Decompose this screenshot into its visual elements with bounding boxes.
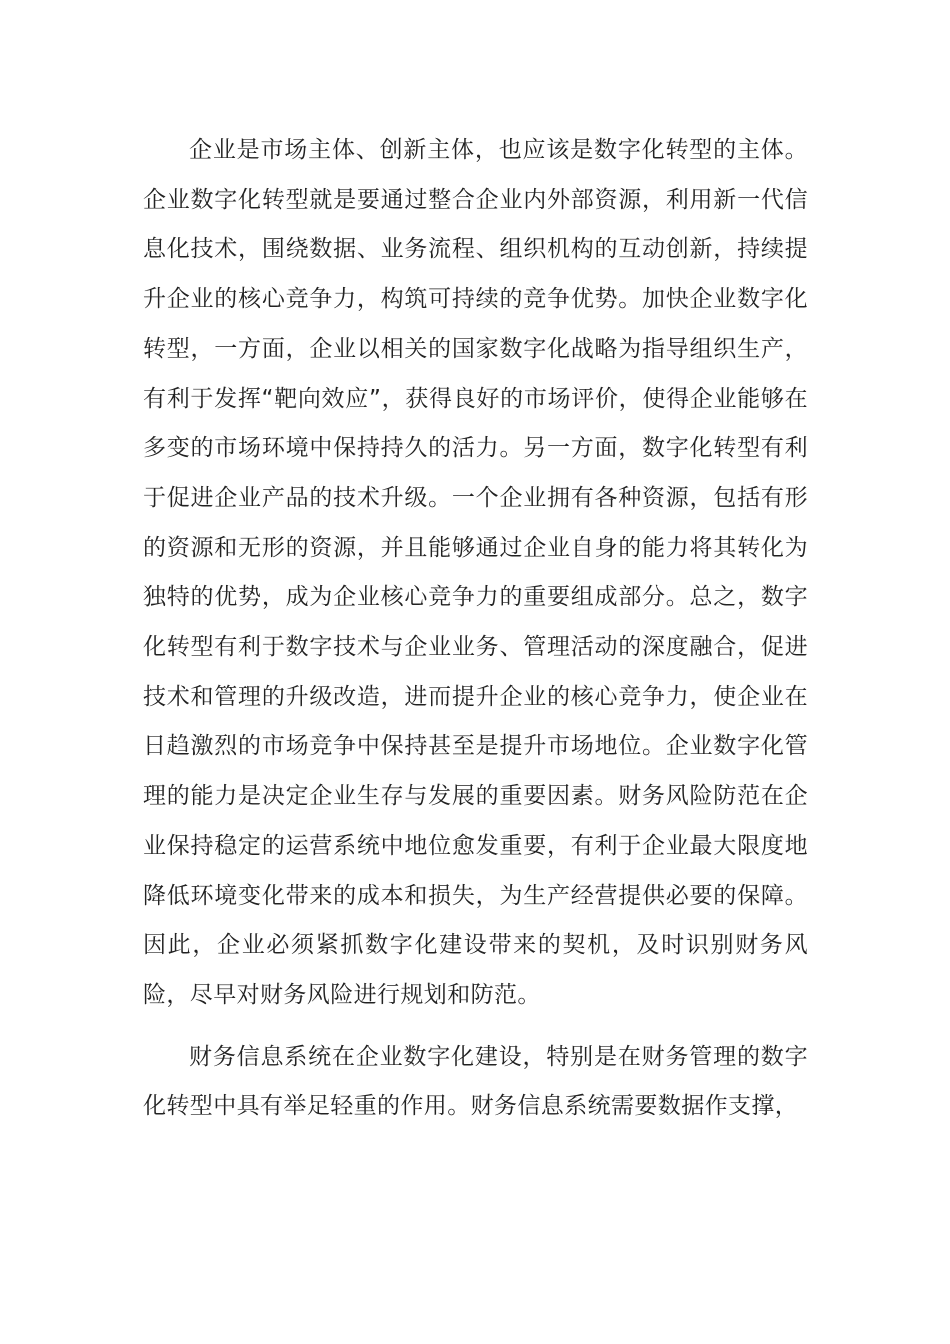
paragraph-1: 企业是市场主体、创新主体，也应该是数字化转型的主体。企业数字化转型就是要通过整合企业内外部资源，利用新一代信息化技术，围绕数据、业务流程、组织机构的互动创新，持续提升企业的核心竞争力，构筑可持续的竞争优势。加快企业数字化转型，一方面，企业以相关的国家数字化战略为指导组织生产，有利于发挥“靶向效应”，获得良好的市场评价，使得企业能够在多变的市场环境中保持持久的活力。另一方面，数字化转型有利于促进企业产品的技术升级。一个企业拥有各种资源，包括有形的资源和无形的资源，并且能够通过企业自身的能力将其转化为独特的优势，成为企业核心竞争力的重要组成部分。总之，数字化转型有利于数字技术与企业业务、管理活动的深度融合，促进技术和管理的升级改造，进而提升企业的核心竞争力，使企业在日趋激烈的市场竞争中保持甚至是提升市场地位。企业数字化管理的能力是决定企业生存与发展的重要因素。财务风险防范在企业保持稳定的运营系统中地位愈发重要，有利于企业最大限度地降低环境变化带来的成本和损失，为生产经营提供必要的保障。因此，企业必须紧抓数字化建设带来的契机，及时识别财务风险，尽早对财务风险进行规划和防范。 bbox=[143, 137, 808, 1008]
document-body bbox=[143, 126, 808, 1132]
paragraph-2: 财务信息系统在企业数字化建设，特别是在财务管理的数字化转型中具有举足轻重的作用。财务信息系统需要数据作支撑， bbox=[143, 1043, 808, 1120]
